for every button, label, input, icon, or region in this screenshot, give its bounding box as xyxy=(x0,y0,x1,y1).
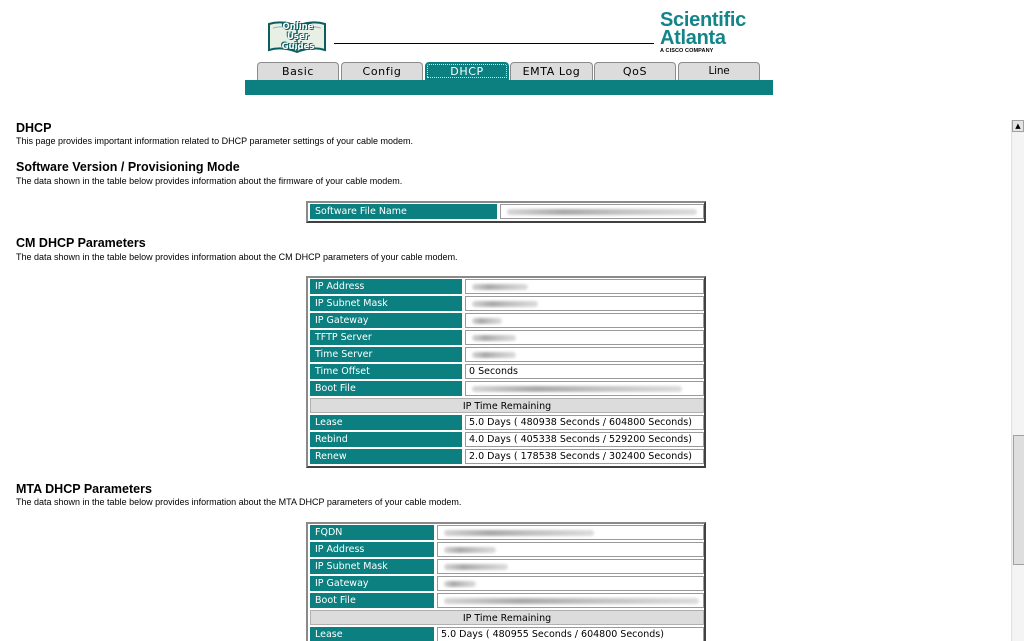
main-content xyxy=(0,95,1010,641)
brand-tagline: A CISCO COMPANY xyxy=(660,48,714,54)
row-label: FQDN xyxy=(310,525,434,540)
table-row xyxy=(310,279,704,294)
table-subheader-row xyxy=(310,610,704,625)
redacted-value xyxy=(472,318,502,324)
mta-section-title: MTA DHCP Parameters xyxy=(16,482,152,496)
tab-line-diagnostics[interactable]: Line xyxy=(678,62,760,80)
table-row xyxy=(310,313,704,328)
redacted-value xyxy=(444,530,594,536)
table-row xyxy=(310,296,704,311)
table-row xyxy=(310,559,704,574)
row-value: 5.0 Days ( 480938 Seconds / 604800 Seconds) xyxy=(465,415,704,430)
row-value xyxy=(465,279,704,294)
table-row xyxy=(310,576,704,591)
scientific-atlanta-logo xyxy=(660,11,770,54)
table-row xyxy=(310,364,704,379)
row-value: 2.0 Days ( 178538 Seconds / 302400 Seconds) xyxy=(465,449,704,464)
tab-bar-underline xyxy=(245,80,773,95)
table-row xyxy=(310,593,704,608)
row-value xyxy=(465,330,704,345)
cm-section-desc: The data shown in the table below provides information about the CM DHCP parameters of your cable modem. xyxy=(16,252,458,262)
tab-config[interactable]: Config xyxy=(341,62,423,80)
row-label: Lease xyxy=(310,627,434,641)
guides-logo-text xyxy=(270,22,326,52)
redacted-value xyxy=(444,598,699,604)
table-row xyxy=(310,449,704,464)
page-intro: This page provides important information related to DHCP parameter settings of your cable modem. xyxy=(16,136,414,146)
row-label: Boot File xyxy=(310,381,462,396)
vertical-scrollbar[interactable] xyxy=(1011,120,1024,641)
redacted-value xyxy=(444,547,496,553)
row-value xyxy=(500,204,704,219)
mta-dhcp-table xyxy=(306,522,706,641)
row-value xyxy=(437,559,704,574)
software-section-desc: The data shown in the table below provides information about the firmware of your cable modem. xyxy=(16,176,403,186)
row-label: IP Gateway xyxy=(310,576,434,591)
scrollbar-track[interactable] xyxy=(1013,133,1024,641)
table-row xyxy=(310,415,704,430)
row-label: IP Gateway xyxy=(310,313,462,328)
row-label: Rebind xyxy=(310,432,462,447)
row-label: Software File Name xyxy=(310,204,497,219)
tab-dhcp[interactable]: DHCP xyxy=(425,62,509,80)
table-row xyxy=(310,525,704,540)
ip-time-remaining-header: IP Time Remaining xyxy=(310,398,704,413)
brand-line-2: Atlanta xyxy=(660,27,726,49)
row-label: Lease xyxy=(310,415,462,430)
row-label: Time Server xyxy=(310,347,462,362)
cm-section-title: CM DHCP Parameters xyxy=(16,236,146,250)
table-row xyxy=(310,627,704,641)
table-subheader-row xyxy=(310,398,704,413)
row-label: IP Address xyxy=(310,279,462,294)
redacted-value xyxy=(472,301,538,307)
header-divider xyxy=(334,43,654,44)
redacted-value xyxy=(507,209,697,215)
row-label: IP Address xyxy=(310,542,434,557)
guides-line-1: Online xyxy=(282,22,314,32)
redacted-value xyxy=(444,581,476,587)
cm-dhcp-table xyxy=(306,276,706,468)
row-label: IP Subnet Mask xyxy=(310,559,434,574)
row-label: Renew xyxy=(310,449,462,464)
row-label: TFTP Server xyxy=(310,330,462,345)
tab-emta-log[interactable]: EMTA Log xyxy=(510,62,593,80)
redacted-value xyxy=(444,564,508,570)
row-value: 0 Seconds xyxy=(465,364,704,379)
row-value xyxy=(465,313,704,328)
scrollbar-thumb[interactable] xyxy=(1013,435,1024,565)
row-value xyxy=(437,525,704,540)
software-section-title: Software Version / Provisioning Mode xyxy=(16,160,240,174)
row-value: 4.0 Days ( 405338 Seconds / 529200 Seconds) xyxy=(465,432,704,447)
row-label: IP Subnet Mask xyxy=(310,296,462,311)
redacted-value xyxy=(472,352,516,358)
tab-qos[interactable]: QoS xyxy=(594,62,676,80)
table-row xyxy=(310,204,704,219)
row-value xyxy=(465,296,704,311)
row-label: Boot File xyxy=(310,593,434,608)
table-row xyxy=(310,381,704,396)
row-value xyxy=(465,347,704,362)
table-row xyxy=(310,330,704,345)
row-value xyxy=(437,593,704,608)
header xyxy=(0,0,1024,100)
online-user-guides-logo[interactable] xyxy=(266,18,328,54)
redacted-value xyxy=(472,335,516,341)
guides-line-2: User Guides xyxy=(281,32,315,52)
row-value xyxy=(437,542,704,557)
redacted-value xyxy=(472,386,682,392)
row-value: 5.0 Days ( 480955 Seconds / 604800 Seconds) xyxy=(437,627,704,641)
ip-time-remaining-header: IP Time Remaining xyxy=(310,610,704,625)
row-value xyxy=(437,576,704,591)
scroll-up-icon[interactable]: ▲ xyxy=(1012,120,1024,132)
table-row xyxy=(310,542,704,557)
brand-line-1: Scientific xyxy=(660,9,746,31)
redacted-value xyxy=(472,284,528,290)
tab-basic[interactable]: Basic xyxy=(257,62,339,80)
software-table xyxy=(306,201,706,223)
table-row xyxy=(310,347,704,362)
table-row xyxy=(310,432,704,447)
row-value xyxy=(465,381,704,396)
row-label: Time Offset xyxy=(310,364,462,379)
page-title: DHCP xyxy=(16,121,52,135)
mta-section-desc: The data shown in the table below provides information about the MTA DHCP parameters of your cable modem. xyxy=(16,497,462,507)
